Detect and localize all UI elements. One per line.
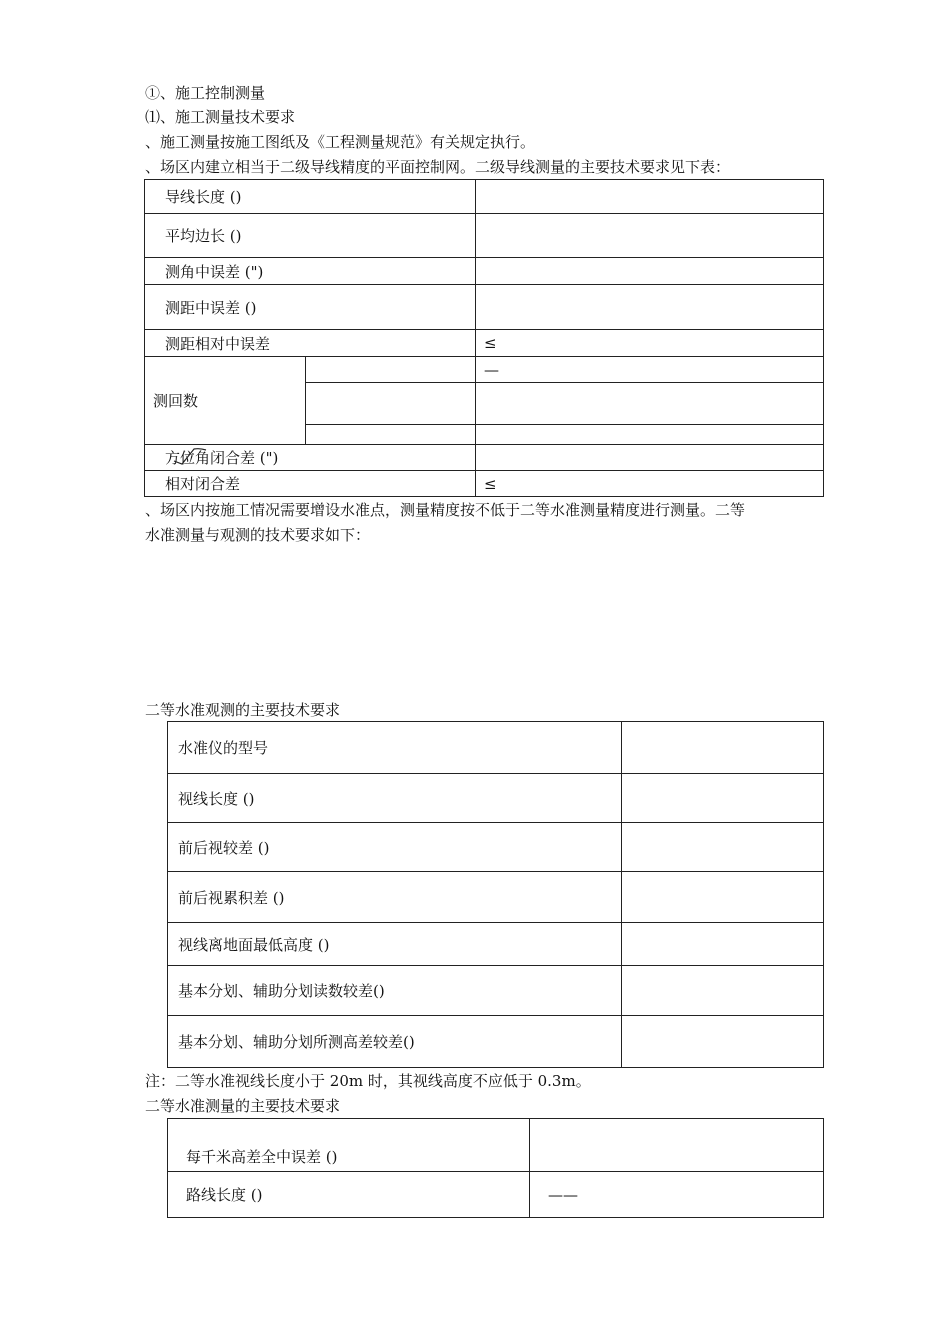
table-row (168, 722, 824, 774)
paragraph-benchmark-line1: 、场区内按施工情况需要增设水准点，测量精度按不低于二等水准测量精度进行测量。二等 (145, 501, 746, 519)
row-label: 每千米高差全中误差 () (168, 1119, 530, 1172)
table-row (145, 445, 824, 471)
leveling-observation-table (167, 721, 824, 1068)
table-row (168, 1119, 824, 1172)
paragraph-control-network: 、场区内建立相当于二级导线精度的平面控制网。二级导线测量的主要技术要求见下表： (145, 158, 731, 176)
row-value (476, 425, 824, 445)
table-row (145, 471, 824, 497)
row-label: 方位角闭合差 (") (145, 445, 476, 471)
table-row (168, 966, 824, 1016)
row-label: 导线长度 () (145, 180, 476, 214)
row-label: 基本分划、辅助分划读数较差() (168, 966, 622, 1016)
row-label: 前后视较差 () (168, 823, 622, 872)
row-label: 前后视累积差 () (168, 872, 622, 923)
table-row (168, 1016, 824, 1068)
row-label: 相对闭合差 (145, 471, 476, 497)
row-value (622, 1016, 824, 1068)
table-row (168, 923, 824, 966)
row-value (476, 214, 824, 258)
table-row (145, 285, 824, 330)
row-value (476, 180, 824, 214)
table-row (145, 330, 824, 357)
heading-construction-control-survey: ①、施工控制测量 (145, 84, 266, 102)
heading-survey-technical-requirements: ⑴、施工测量技术要求 (145, 108, 296, 126)
caption-leveling-table: 二等水准测量的主要技术要求 (145, 1097, 341, 1115)
row-value (622, 823, 824, 872)
row-label: 测距相对中误差 (145, 330, 476, 357)
row-value (530, 1119, 824, 1172)
table-row (145, 357, 824, 383)
paragraph-benchmark-line2: 水准测量与观测的技术要求如下： (145, 526, 371, 544)
table-row (168, 823, 824, 872)
leveling-accuracy-table (167, 1118, 824, 1218)
row-value (476, 383, 824, 425)
sub-label (306, 425, 476, 445)
table-row (168, 774, 824, 823)
table-row (145, 180, 824, 214)
row-label: 测角中误差 (") (145, 258, 476, 285)
row-label: 测距中误差 () (145, 285, 476, 330)
sub-label (306, 357, 476, 383)
table-row (145, 214, 824, 258)
row-value (622, 872, 824, 923)
row-label: 路线长度 () (168, 1172, 530, 1218)
row-value (476, 445, 824, 471)
caption-observation-table: 二等水准观测的主要技术要求 (145, 701, 341, 719)
row-value: ≤ (476, 471, 824, 497)
row-value (622, 722, 824, 774)
table-row (168, 872, 824, 923)
row-value (622, 966, 824, 1016)
row-value (476, 285, 824, 330)
row-label: 平均边长 () (145, 214, 476, 258)
row-value: — (476, 357, 824, 383)
sub-label (306, 383, 476, 425)
group-label: 测回数 (145, 357, 306, 445)
note-sight-height: 注：二等水准视线长度小于 20m 时，其视线高度不应低于 0.3m。 (145, 1072, 591, 1090)
row-value (622, 774, 824, 823)
traverse-requirements-table (144, 179, 824, 497)
row-value: ≤ (476, 330, 824, 357)
row-value (476, 258, 824, 285)
row-value (622, 923, 824, 966)
row-value: —— (530, 1172, 824, 1218)
row-label: 基本分划、辅助分划所测高差较差() (168, 1016, 622, 1068)
paragraph-survey-standard: 、施工测量按施工图纸及《工程测量规范》有关规定执行。 (145, 133, 536, 151)
row-label: 视线离地面最低高度 () (168, 923, 622, 966)
row-label: 视线长度 () (168, 774, 622, 823)
table-row (168, 1172, 824, 1218)
row-label: 水准仪的型号 (168, 722, 622, 774)
table-row (145, 258, 824, 285)
